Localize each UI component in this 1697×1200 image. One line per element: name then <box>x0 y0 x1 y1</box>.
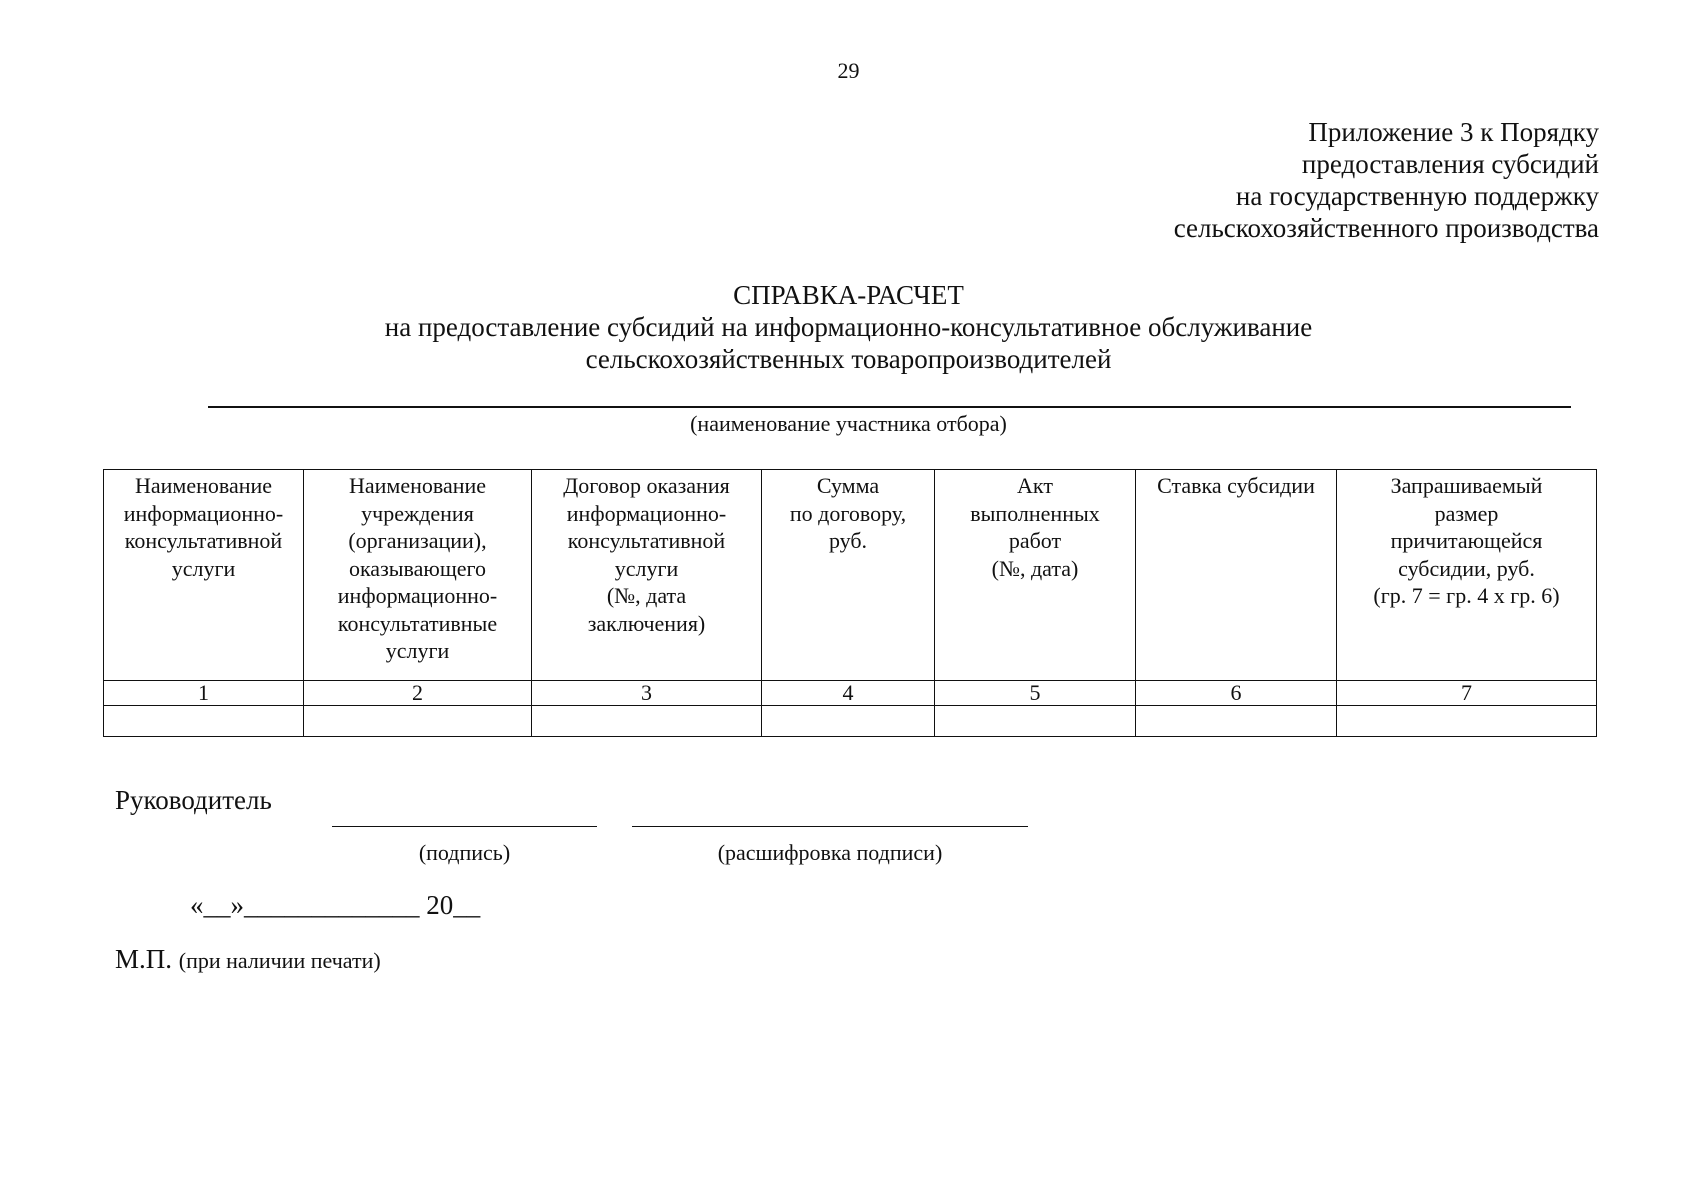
signature-decoding-caption: (расшифровка подписи) <box>717 840 943 865</box>
table-cell[interactable] <box>935 706 1136 737</box>
participant-name-field[interactable] <box>208 406 1571 408</box>
column-header: Запрашиваемый размер причитающейся субсидии, руб. (гр. 7 = гр. 4 х гр. 6) <box>1337 470 1597 681</box>
stamp-place <box>115 944 381 975</box>
date-field[interactable]: «__»_____________ 20__ <box>190 890 481 920</box>
column-header: Наименование информационно- консультативной услуги <box>104 470 304 681</box>
stamp-label: М.П. <box>115 944 173 974</box>
table-cell[interactable] <box>104 706 304 737</box>
column-number: 3 <box>532 681 762 706</box>
column-number-row <box>104 681 1597 706</box>
appendix-line: сельскохозяйственного производства <box>1173 213 1599 243</box>
column-header: Акт выполненных работ (№, дата) <box>935 470 1136 681</box>
title-heading: СПРАВКА-РАСЧЕТ <box>733 280 964 310</box>
appendix-line: на государственную поддержку <box>1235 181 1599 211</box>
signer-label: Руководитель <box>115 785 272 815</box>
page-number: 29 <box>837 58 860 83</box>
stamp-note: (при наличии печати) <box>178 948 381 973</box>
table-cell[interactable] <box>1136 706 1337 737</box>
column-number: 1 <box>104 681 304 706</box>
table-cell[interactable] <box>762 706 935 737</box>
signature-decoding-field[interactable] <box>632 826 1028 827</box>
title-subtitle-2: сельскохозяйственных товаропроизводителей <box>585 344 1112 374</box>
column-number: 6 <box>1136 681 1337 706</box>
column-header: Наименование учреждения (организации), оказывающего информационно- консультативные услуги <box>304 470 532 681</box>
column-header: Ставка субсидии <box>1136 470 1337 681</box>
title-subtitle: на предоставление субсидий на информационно-консультативное обслуживание <box>384 312 1313 342</box>
appendix-line: Приложение 3 к Порядку <box>1308 117 1599 147</box>
table-header-row <box>104 470 1597 681</box>
column-number: 4 <box>762 681 935 706</box>
table-cell[interactable] <box>532 706 762 737</box>
appendix-line: предоставления субсидий <box>1301 149 1599 179</box>
signature-caption: (подпись) <box>418 840 511 865</box>
document-title <box>0 279 1697 375</box>
column-number: 7 <box>1337 681 1597 706</box>
participant-caption: (наименование участника отбора) <box>690 411 1007 436</box>
column-header: Сумма по договору, руб. <box>762 470 935 681</box>
table-cell[interactable] <box>1337 706 1597 737</box>
table-row <box>104 706 1597 737</box>
column-number: 5 <box>935 681 1136 706</box>
appendix-reference <box>1174 116 1599 244</box>
table-cell[interactable] <box>304 706 532 737</box>
column-number: 2 <box>304 681 532 706</box>
signature-field[interactable] <box>332 826 597 827</box>
column-header: Договор оказания информационно- консультативной услуги (№, дата заключения) <box>532 470 762 681</box>
calculation-table <box>103 469 1597 737</box>
